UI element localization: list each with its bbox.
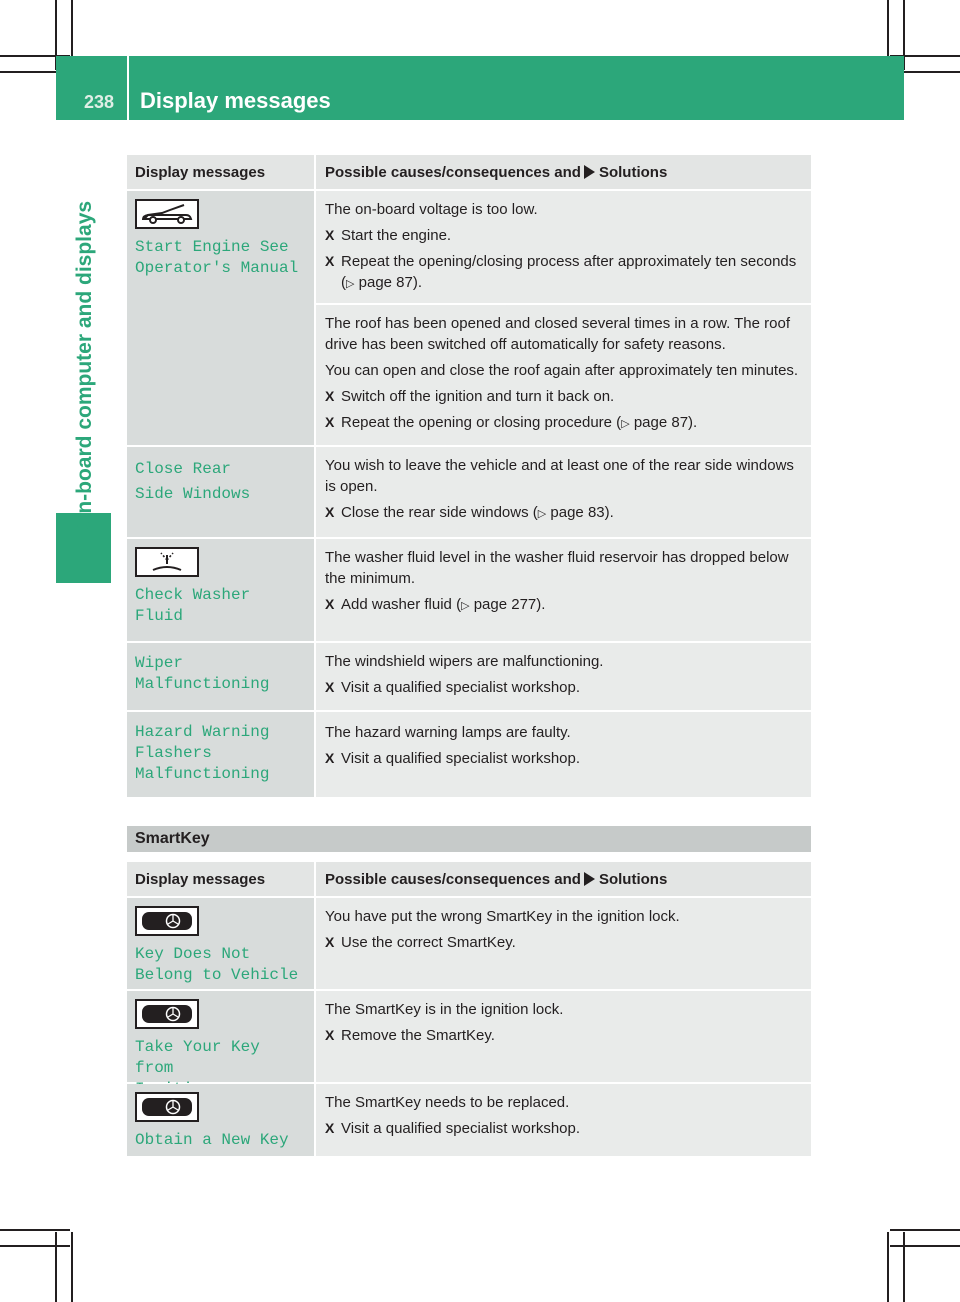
step-arrow-icon: X: [325, 504, 335, 520]
solution-block: [316, 191, 811, 305]
crop-mark: [903, 1232, 905, 1302]
cause-text: The SmartKey is in the ignition lock.: [325, 1001, 564, 1018]
cause-text: The windshield wipers are malfunctioning.: [325, 653, 604, 670]
convertible-car-icon: [135, 199, 199, 229]
solution-step: [325, 748, 803, 769]
step-text: Switch off the ignition and turn it back on.: [341, 388, 615, 405]
solutions-cell: [314, 447, 811, 537]
solution-step: [325, 502, 803, 525]
page-ref-link[interactable]: page 277).: [473, 596, 546, 613]
message-text: Belong to Vehicle: [135, 966, 299, 984]
solutions-cell: [314, 539, 811, 641]
smartkey-icon: [135, 999, 199, 1029]
col-header-causes-prefix: Possible causes/consequences and: [325, 164, 581, 181]
page-ref-link[interactable]: page 83).: [550, 504, 614, 521]
message-text: Hazard Warning: [135, 723, 270, 741]
page-ref-link[interactable]: page 87).: [358, 274, 423, 291]
step-text: Close the rear side windows (: [341, 504, 538, 521]
step-text: Visit a qualified specialist workshop.: [341, 750, 581, 767]
solution-step: [325, 677, 803, 698]
cause-text: You have put the wrong SmartKey in the ignition lock.: [325, 908, 680, 925]
step-text: Repeat the opening/closing process after approximately ten seconds (: [341, 253, 797, 291]
col-header-display: Display messages: [127, 155, 314, 189]
display-message-cell: [127, 991, 314, 1082]
step-arrow-icon: X: [325, 679, 335, 695]
page-title: Display messages: [140, 88, 331, 113]
solution-step: [325, 225, 803, 246]
page-number: 238: [84, 92, 115, 112]
crop-mark: [890, 1245, 960, 1247]
col-header-causes: [314, 862, 811, 896]
side-tab-label: On-board computer and displays: [73, 200, 96, 530]
page-ref-icon: ▷: [346, 278, 355, 290]
solutions-cell: [314, 712, 811, 797]
message-text: Take Your Key from: [135, 1038, 260, 1077]
smartkey-icon: [135, 906, 199, 936]
display-message-cell: [127, 539, 314, 641]
message-text: Check Washer Fluid: [135, 586, 251, 625]
solutions-cell: [314, 643, 811, 710]
message-text: Start Engine See: [135, 238, 289, 256]
message-text: Side Windows: [135, 485, 251, 503]
message-text: Malfunctioning: [135, 765, 270, 783]
cause-text: You can open and close the roof again after approximately ten minutes.: [325, 362, 799, 379]
solutions-cell: [314, 898, 811, 989]
crop-mark: [887, 1232, 889, 1302]
step-arrow-icon: X: [325, 414, 335, 430]
solutions-cell: [314, 191, 811, 445]
step-arrow-icon: X: [325, 1120, 335, 1136]
step-text: Use the correct SmartKey.: [341, 934, 516, 951]
page-ref-icon: ▷: [537, 508, 547, 520]
cause-text: You wish to leave the vehicle and at least one of the rear side windows is open.: [325, 457, 794, 495]
display-message-cell: [127, 643, 314, 710]
page-ref-icon: ▷: [461, 600, 470, 612]
solution-step: [325, 932, 803, 953]
display-message-cell: [127, 1084, 314, 1156]
message-text: Key Does Not: [135, 945, 251, 963]
step-text: Start the engine.: [341, 227, 452, 244]
solutions-arrow-icon: [584, 165, 595, 179]
display-messages-table: [127, 155, 811, 797]
washer-fluid-icon: [135, 547, 199, 577]
cause-text: The SmartKey needs to be replaced.: [325, 1094, 570, 1111]
message-text: Close Rear: [135, 460, 232, 478]
crop-mark: [55, 1232, 57, 1302]
cause-text: The roof has been opened and closed several times in a row. The roof drive has been switched off automatically for safety reasons.: [325, 315, 791, 353]
message-text: Operator's Manual: [135, 259, 299, 277]
message-text: Flashers: [135, 744, 212, 762]
step-arrow-icon: X: [325, 227, 335, 243]
table-row: [127, 991, 811, 1084]
step-text: Visit a qualified specialist workshop.: [341, 679, 581, 696]
cause-text: The on-board voltage is too low.: [325, 201, 538, 218]
solution-step: [325, 386, 803, 407]
col-header-causes: [314, 155, 811, 189]
solutions-cell: [314, 1084, 811, 1156]
table-row: [127, 643, 811, 712]
display-message-cell: [127, 191, 314, 445]
col-header-causes-suffix: Solutions: [598, 871, 668, 888]
cause-text: The hazard warning lamps are faulty.: [325, 724, 571, 741]
solution-step: [325, 594, 803, 617]
cause-text: The washer fluid level in the washer fluid reservoir has dropped below the minimum.: [325, 549, 789, 587]
display-message-cell: [127, 898, 314, 989]
message-text: Obtain a New Key: [135, 1131, 289, 1149]
step-arrow-icon: X: [325, 1027, 335, 1043]
solutions-arrow-icon: [584, 872, 595, 886]
smartkey-table: [127, 862, 811, 1156]
crop-mark: [71, 1232, 73, 1302]
display-message-cell: [127, 447, 314, 537]
table-row: [127, 191, 811, 447]
smartkey-icon: [135, 1092, 199, 1122]
step-text: Repeat the opening or closing procedure (: [341, 414, 622, 431]
message-text: Wiper: [135, 654, 184, 672]
table-row: [127, 447, 811, 539]
solution-step: [325, 412, 803, 435]
table-row: [127, 539, 811, 643]
crop-mark: [890, 1229, 960, 1231]
step-arrow-icon: X: [325, 388, 335, 404]
table-row: [127, 712, 811, 797]
step-arrow-icon: X: [325, 934, 335, 950]
page-ref-link[interactable]: page 87).: [633, 414, 698, 431]
col-header-causes-suffix: Solutions: [598, 164, 668, 181]
step-text: Remove the SmartKey.: [341, 1027, 495, 1044]
table-row: [127, 1084, 811, 1156]
display-message-cell: [127, 712, 314, 797]
step-arrow-icon: X: [325, 596, 335, 612]
col-header-causes-prefix: Possible causes/consequences and: [325, 871, 581, 888]
crop-mark: [0, 1245, 70, 1247]
step-arrow-icon: X: [325, 253, 335, 269]
header-divider: [127, 56, 129, 120]
table-header-row: [127, 862, 811, 898]
crop-mark: [0, 1229, 70, 1231]
table-row: [127, 898, 811, 991]
solution-step: [325, 1118, 803, 1139]
table-header-row: [127, 155, 811, 191]
message-text: Malfunctioning: [135, 675, 270, 693]
step-arrow-icon: X: [325, 750, 335, 766]
page-ref-icon: ▷: [621, 418, 630, 430]
solution-step: [325, 251, 803, 295]
section-heading: SmartKey: [127, 826, 811, 852]
solutions-cell: [314, 991, 811, 1082]
solution-step: [325, 1025, 803, 1046]
step-text: Add washer fluid (: [341, 596, 462, 613]
solution-block: [316, 305, 811, 445]
col-header-display: Display messages: [127, 862, 314, 896]
step-text: Visit a qualified specialist workshop.: [341, 1120, 581, 1137]
